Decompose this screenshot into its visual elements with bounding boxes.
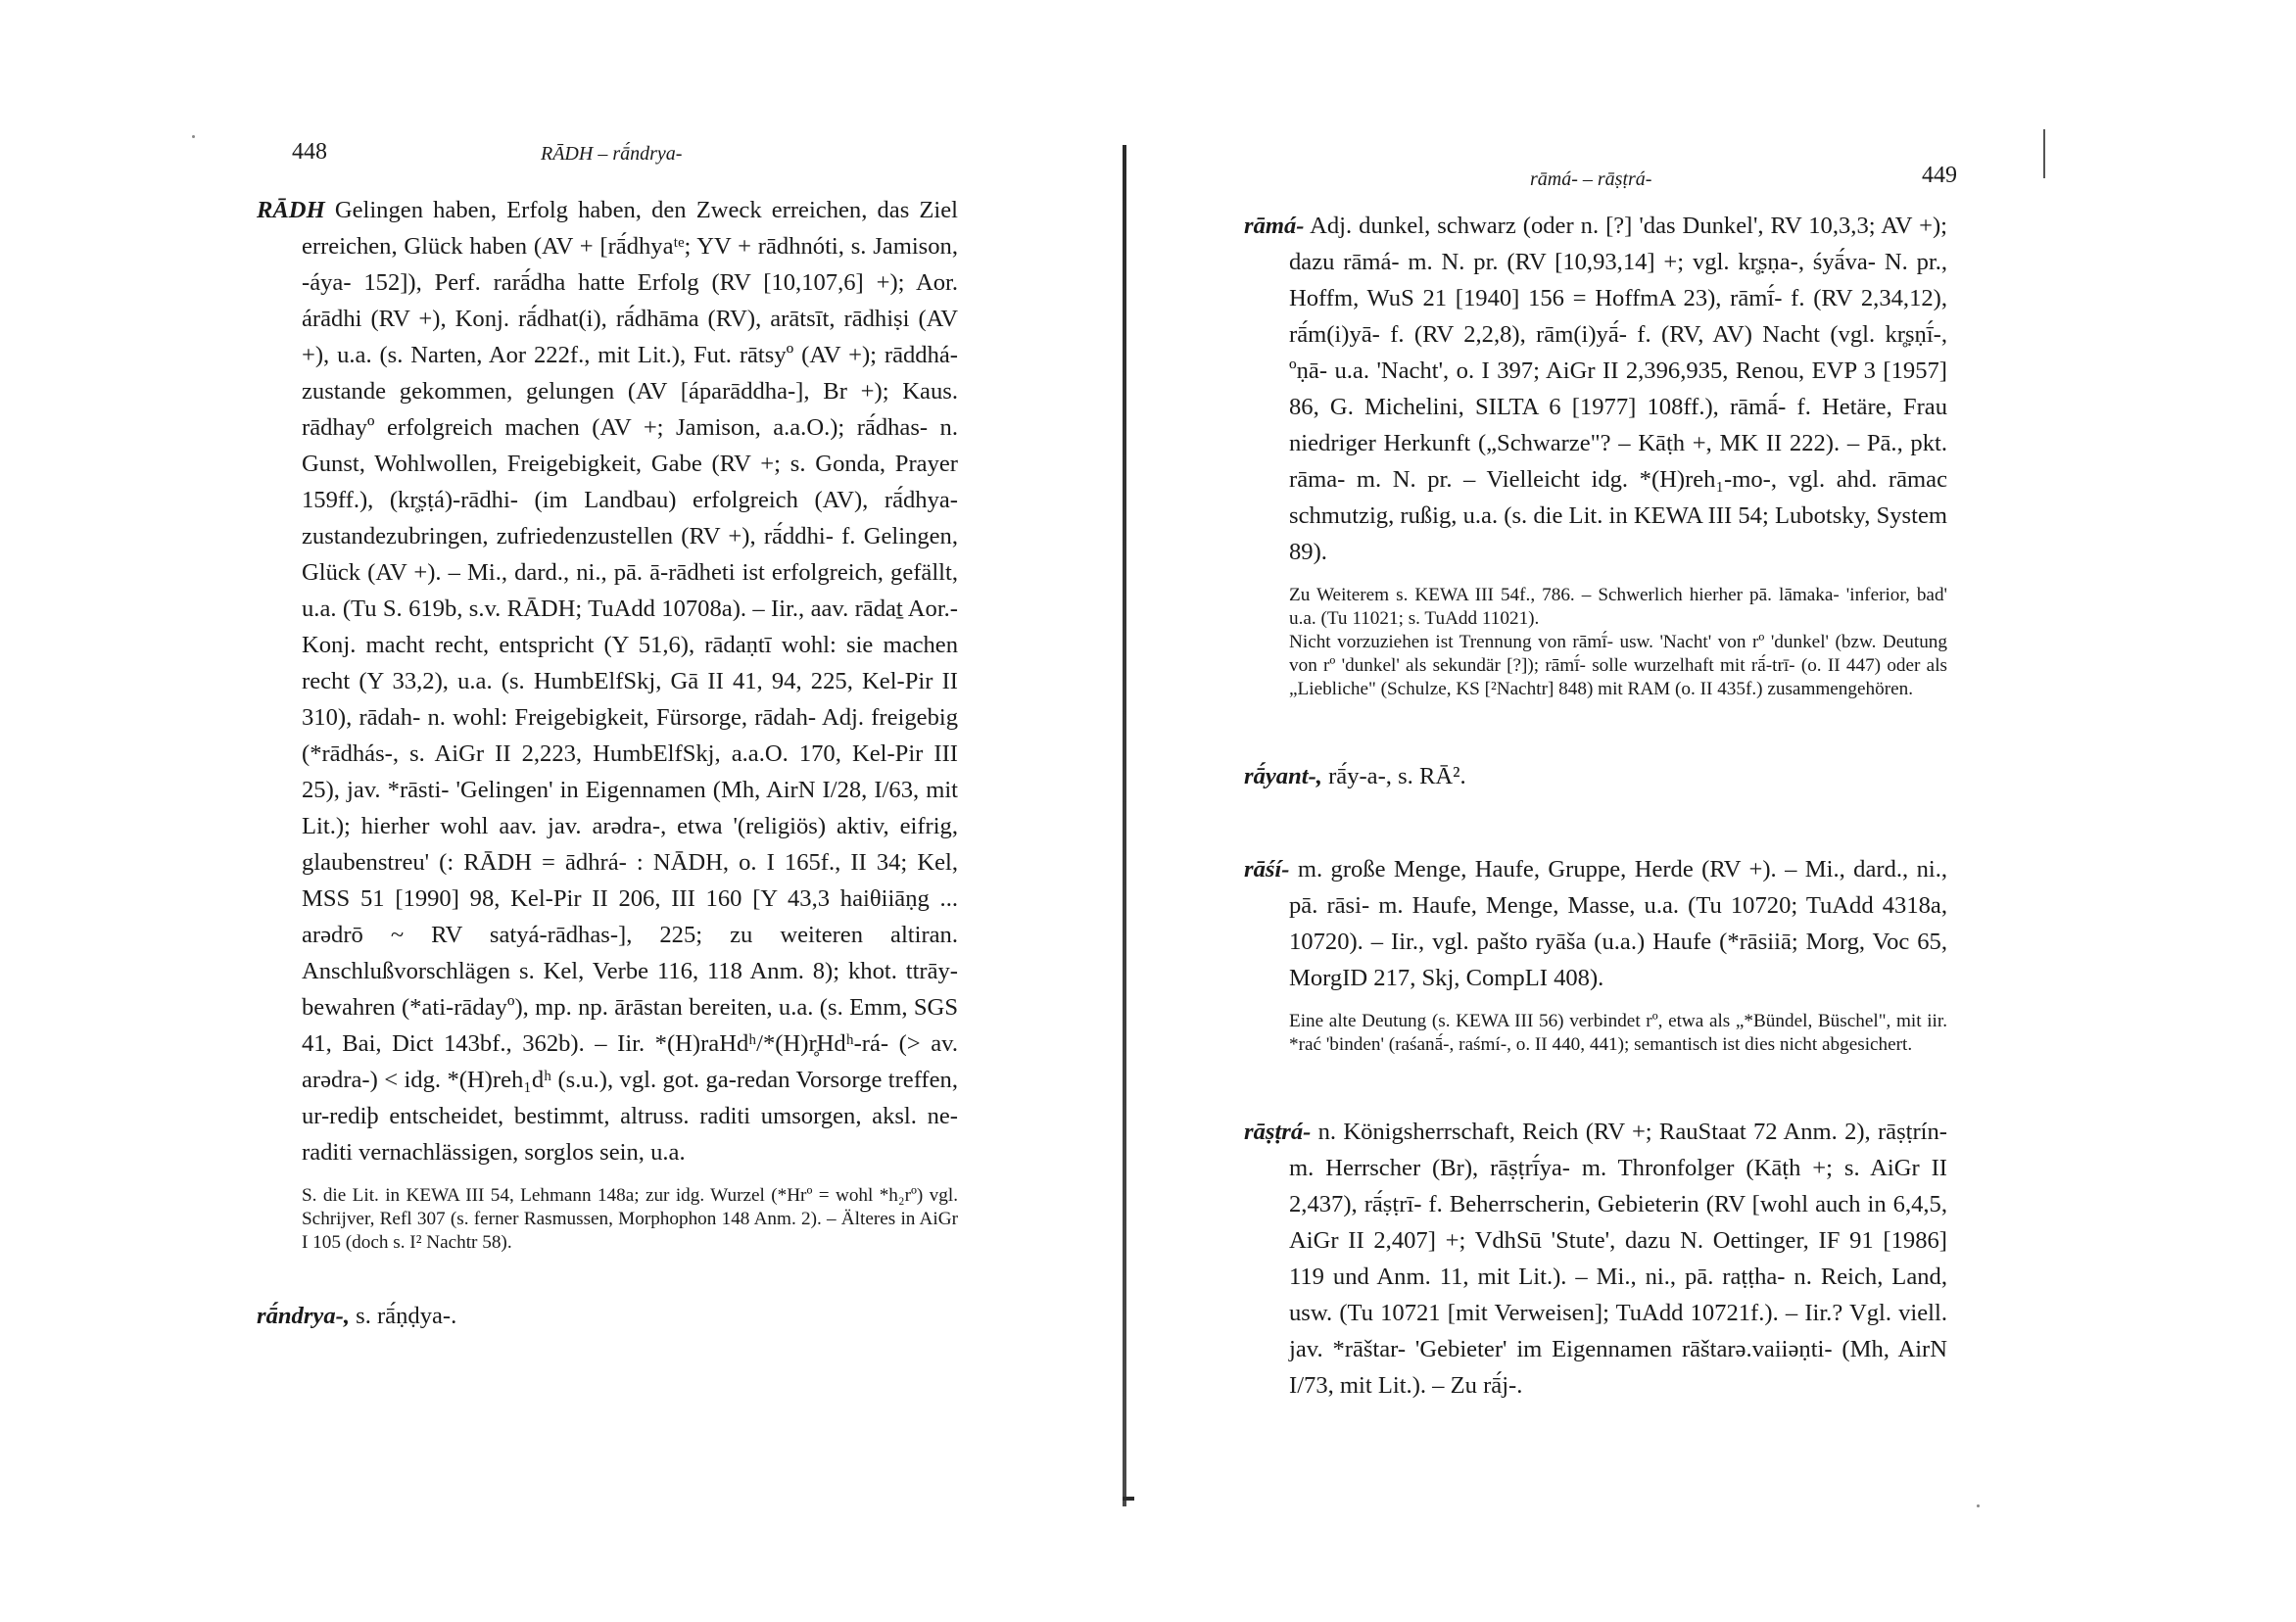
entry-body: m. große Menge, Haufe, Gruppe, Herde (RV +). – Mi., dard., ni., pā. rāsi- m. Haufe, Menge, Masse, u.a. (Tu 10720; TuAdd 4318a, 10720). – Iir., vgl. pašto ryāša (u.a.) Haufe (*rāsiiā; Morg, Voc 65, MorgID 217, Skj, CompLI 408).: [1289, 856, 1947, 991]
entry-note: Zu Weiterem s. KEWA III 54f., 786. – Schwerlich hierher pā. lāmaka- 'inferior, bad' u.a. (Tu 11021; s. TuAdd 11021).: [1289, 585, 1947, 629]
right-column: [1244, 208, 1947, 1404]
entry-body: Gelingen haben, Erfolg haben, den Zweck erreichen, das Ziel erreichen, Glück haben (AV + [rā́dhyaᵗᵉ; YV + rādhnóti, s. Jamison, -áya- 152]), Perf. rarā́dha hatte Erfolg (RV [10,107,6] +); Aor. árādhi (RV +), Konj. rā́dhat(i), rā́dhāma (RV), arātsīt, rādhiṣi (AV +), u.a. (s. Narten, Aor 222f., mit Lit.), Fut. rātsyº (AV +); rāddhá- zustande gekommen, gelungen (AV [áparāddha-], Br +); Kaus. rādhayº erfolgreich machen (AV +; Jamison, a.a.O.); rā́dhas- n. Gunst, Wohlwollen, Freigebigkeit, Gabe (RV +; s. Gonda, Prayer 159ff.), (kr̥ṣṭá)-rādhi- (im Landbau) erfolgreich (AV), rā́dhya- zustandezubringen, zufriedenzustellen (RV +), rā́ddhi- f. Gelingen, Glück (AV +). – Mi., dard., ni., pā. ā-rādheti ist erfolgreich, gefällt, u.a. (Tu S. 619b, s.v. RĀDH; TuAdd 10708a). – Iir., aav. rādaṯ Aor.-Konj. macht recht, entspricht (Y 51,6), rādaṇtī wohl: sie machen recht (Y 33,2), u.a. (s. HumbElfSkj, Gā II 41, 94, 225, Kel-Pir II 310), rādah- n. wohl: Freigebigkeit, Fürsorge, rādah- Adj. freigebig (*rādhás-, s. AiGr II 2,223, HumbElfSkj, a.a.O. 170, Kel-Pir III 25), jav. *rāsti- 'Gelingen' in Eigennamen (Mh, AirN I/28, I/63, mit Lit.); hierher wohl aav. jav. arədra-, etwa '(religiös) aktiv, eifrig, glaubenstreu' (: RĀDH = ādhrá- : NĀDH, o. I 165f., II 34; Kel, MSS 51 [1990] 98, Kel-Pir II 206, III 160 [Y 43,3 haiθiiāṇg ... arədrō ~ RV satyá-rādhas-], 225; zu weiteren altiran. Anschlußvorschlägen s. Kel, Verbe 116, 118 Anm. 8); khot. ttrāy- bewahren (*ati-rādayº), mp. np. ārāstan bereiten, u.a. (s. Emm, SGS 41, Bai, Dict 143bf., 362b). – Iir. *(H)raHdʰ/*(H)r̥Hdʰ-rá- (> av. arədra-) < idg. *(H)reh₁dʰ (s.u.), vgl. got. ga-redan Vorsorge treffen, ur-rediþ entscheidet, bestimmt, altruss. raditi umsorgen, aksl. ne-raditi vernachlässigen, sorglos sein, u.a.: [302, 197, 958, 1166]
entry-rayant: [1244, 758, 1947, 794]
running-head: rāmá- – rāṣṭrá-: [1530, 168, 1652, 190]
headword: rāṣṭrá-: [1244, 1119, 1312, 1145]
page-number: 448: [292, 139, 327, 165]
headword: rāśí-: [1244, 856, 1290, 883]
entry-note: Eine alte Deutung (s. KEWA III 56) verbindet rº, etwa als „*Bündel, Büschel", mit iir. *rać 'binden' (raśanā́-, raśmí-, o. II 440, 441); semantisch ist dies nicht abgesichert.: [1289, 1011, 1947, 1055]
entry-radh: [257, 192, 958, 1170]
left-page: [0, 0, 1126, 1622]
running-head: RĀDH – rā́ndrya-: [541, 143, 683, 165]
entry-note: Nicht vorzuziehen ist Trennung von rāmī́- usw. 'Nacht' von rº 'dunkel' (bzw. Deutung von rº 'dunkel' als sekundär [?]); rāmī́- solle wurzelhaft mit rā́-trī- (o. II 447) oder als „Liebliche" (Schulze, KS [²Nachtr] 848) mit RAM (o. II 435f.) zusammengehören.: [1289, 632, 1947, 699]
headword: rāmá-: [1244, 213, 1305, 239]
entry-body: s. rā́ṇḍya-.: [356, 1303, 457, 1329]
right-page: [1126, 0, 2296, 1622]
headword: RĀDH: [257, 197, 325, 223]
entry-randrya: [257, 1298, 958, 1334]
entry-body: rā́y-a-, s. RĀ².: [1328, 763, 1466, 789]
entry-rastra: [1244, 1114, 1947, 1404]
entry-body: n. Königsherrschaft, Reich (RV +; RauStaat 72 Anm. 2), rāṣṭrín- m. Herrscher (Br), rāṣṭrī́ya- m. Thronfolger (Kāṭh +; s. AiGr II 2,437), rā́ṣṭrī- f. Beherrscherin, Gebieterin (RV [wohl auch in 6,4,5, AiGr II 2,407] +; VdhSū 'Stute', dazu N. Oettinger, IF 91 [1986] 119 und Anm. 11, mit Lit.). – Mi., ni., pā. raṭṭha- n. Reich, Land, usw. (Tu 10721 [mit Verweisen]; TuAdd 10721f.). – Iir.? Vgl. viell. jav. *rāštar- 'Gebieter' im Eigennamen rāštarə.vaiiəṇti- (Mh, AirN I/73, mit Lit.). – Zu rā́j-.: [1289, 1119, 1947, 1399]
headword: rā́yant-,: [1244, 763, 1322, 789]
scan-speck: [192, 135, 195, 138]
page-number: 449: [1922, 163, 1957, 188]
entry-note: S. die Lit. in KEWA III 54, Lehmann 148a; zur idg. Wurzel (*Hrº = wohl *h₂rº) vgl. Schrijver, Refl 307 (s. ferner Rasmussen, Morphophon 148 Anm. 2). – Älteres in AiGr I 105 (doch s. I² Nachtr 58).: [302, 1185, 958, 1253]
entry-rasi: [1244, 851, 1947, 996]
left-column: [257, 192, 958, 1334]
entry-body: Adj. dunkel, schwarz (oder n. [?] 'das Dunkel', RV 10,3,3; AV +); dazu rāmá- m. N. pr. (RV [10,93,14] +; vgl. kr̥ṣṇa-, śyā́va- N. pr., Hoffm, WuS 21 [1940] 156 = HoffmA 23), rāmī́- f. (RV 2,34,12), rā́m(i)yā- f. (RV 2,2,8), rām(i)yā́- f. (RV, AV) Nacht (vgl. kr̥ṣṇī́-, ºṇā- u.a. 'Nacht', o. I 397; AiGr II 2,396,935, Renou, EVP 3 [1957] 86, G. Michelini, SILTA 6 [1977] 108ff.), rāmā́- f. Hetäre, Frau niedriger Herkunft („Schwarze"? – Kāṭh +, MK II 222). – Pā., pkt. rāma- m. N. pr. – Vielleicht idg. *(H)reh₁-mo-, vgl. ahd. rāmac schmutzig, rußig, u.a. (s. die Lit. in KEWA III 54; Lubotsky, System 89).: [1289, 213, 1947, 565]
headword: rā́ndrya-,: [257, 1303, 350, 1329]
entry-rama: [1244, 208, 1947, 570]
